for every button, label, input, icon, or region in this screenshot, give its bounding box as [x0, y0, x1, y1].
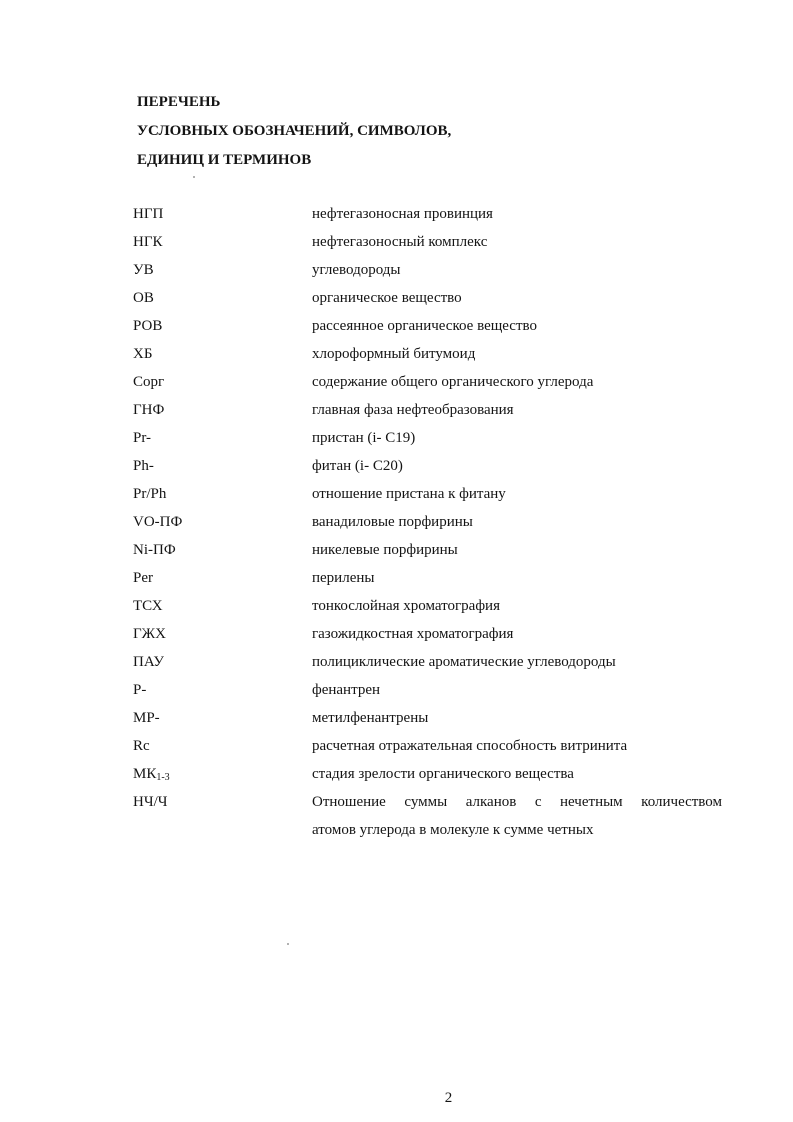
glossary-definition: [312, 788, 722, 844]
glossary-term: ОВ: [133, 290, 154, 306]
glossary-entry: [133, 396, 733, 424]
glossary-term: Per: [133, 570, 153, 586]
glossary-definition: метилфенантрены: [312, 710, 429, 726]
heading-line-2: УСЛОВНЫХ ОБОЗНАЧЕНИЙ, СИМВОЛОВ,: [137, 123, 452, 139]
glossary-term-base: МК: [133, 766, 157, 782]
glossary-definition: нефтегазоносная провинция: [312, 206, 493, 222]
glossary-term: [133, 760, 293, 788]
glossary-definition: перилены: [312, 570, 375, 586]
glossary-definition: отношение пристана к фитану: [312, 486, 506, 502]
glossary-term: НГК: [133, 234, 163, 250]
glossary-entry: [133, 508, 733, 536]
scan-speck: [193, 176, 195, 178]
glossary-definition: нефтегазоносный комплекс: [312, 234, 488, 250]
glossary-entry: [133, 228, 733, 256]
glossary-entry: [133, 200, 733, 228]
glossary-entry: [133, 732, 733, 760]
glossary-entry: [133, 536, 733, 564]
glossary-entry: [133, 760, 733, 788]
glossary-entry: [133, 704, 733, 732]
glossary-definition-line-1: Отношение суммы алканов с нечетным количеством: [312, 794, 722, 810]
glossary-definition: расчетная отражательная способность витринита: [312, 738, 628, 754]
glossary-term: Ni-ПФ: [133, 542, 176, 558]
glossary-term: РОВ: [133, 318, 163, 334]
glossary-term: НГП: [133, 206, 164, 222]
glossary-term: Pr/Ph: [133, 486, 167, 502]
glossary-term: VO-ПФ: [133, 514, 183, 530]
glossary-entry: [133, 284, 733, 312]
glossary-definition: тонкослойная хроматография: [312, 598, 500, 614]
page-number: 2: [444, 1090, 453, 1106]
glossary-term: Rc: [133, 738, 150, 754]
glossary-entry: [133, 788, 733, 844]
glossary-definition: стадия зрелости органического вещества: [312, 766, 574, 782]
glossary-entry: [133, 340, 733, 368]
glossary-definition: пристан (i- C19): [312, 430, 416, 446]
glossary-definition: фенантрен: [312, 682, 381, 698]
glossary-term: P-: [133, 682, 147, 698]
glossary-term: НЧ/Ч: [133, 794, 168, 810]
glossary-term: MP-: [133, 710, 160, 726]
glossary-term: ХБ: [133, 346, 153, 362]
glossary-term: Ph-: [133, 458, 154, 474]
glossary-definition: главная фаза нефтеобразования: [312, 402, 514, 418]
glossary-term: ТСХ: [133, 598, 163, 614]
glossary-entry: [133, 424, 733, 452]
glossary-term: ГЖХ: [133, 626, 166, 642]
glossary-term: ПАУ: [133, 654, 164, 670]
glossary-definition-line-2: атомов углерода в молекуле к сумме четных: [312, 822, 594, 838]
glossary-term: УВ: [133, 262, 154, 278]
glossary-entry: [133, 312, 733, 340]
glossary-definition: хлороформный битумоид: [312, 346, 476, 362]
heading-line-1: ПЕРЕЧЕНЬ: [137, 94, 221, 110]
glossary-term: Pr-: [133, 430, 152, 446]
glossary-entry: [133, 620, 733, 648]
heading-line-3: ЕДИНИЦ И ТЕРМИНОВ: [137, 152, 312, 168]
glossary-definition: газожидкостная хроматография: [312, 626, 514, 642]
glossary-term: ГНФ: [133, 402, 165, 418]
glossary-entry: [133, 676, 733, 704]
glossary-entry: [133, 564, 733, 592]
glossary-definition: органическое вещество: [312, 290, 462, 306]
glossary-entry: [133, 368, 733, 396]
glossary-definition: содержание общего органического углерода: [312, 374, 594, 390]
scan-speck: [287, 943, 289, 945]
glossary-term-subscript: 1-3: [156, 772, 170, 783]
glossary-entry: [133, 592, 733, 620]
glossary-definition: полициклические ароматические углеводороды: [312, 654, 616, 670]
glossary-term: Сорг: [133, 374, 165, 390]
glossary-entry: [133, 480, 733, 508]
glossary-list: [133, 200, 733, 844]
glossary-definition: рассеянное органическое вещество: [312, 318, 537, 334]
glossary-entry: [133, 648, 733, 676]
page-heading: [137, 88, 697, 175]
glossary-definition: фитан (i- C20): [312, 458, 403, 474]
glossary-entry: [133, 452, 733, 480]
glossary-definition: ванадиловые порфирины: [312, 514, 473, 530]
glossary-definition: углеводороды: [312, 262, 401, 278]
glossary-entry: [133, 256, 733, 284]
glossary-definition: никелевые порфирины: [312, 542, 458, 558]
